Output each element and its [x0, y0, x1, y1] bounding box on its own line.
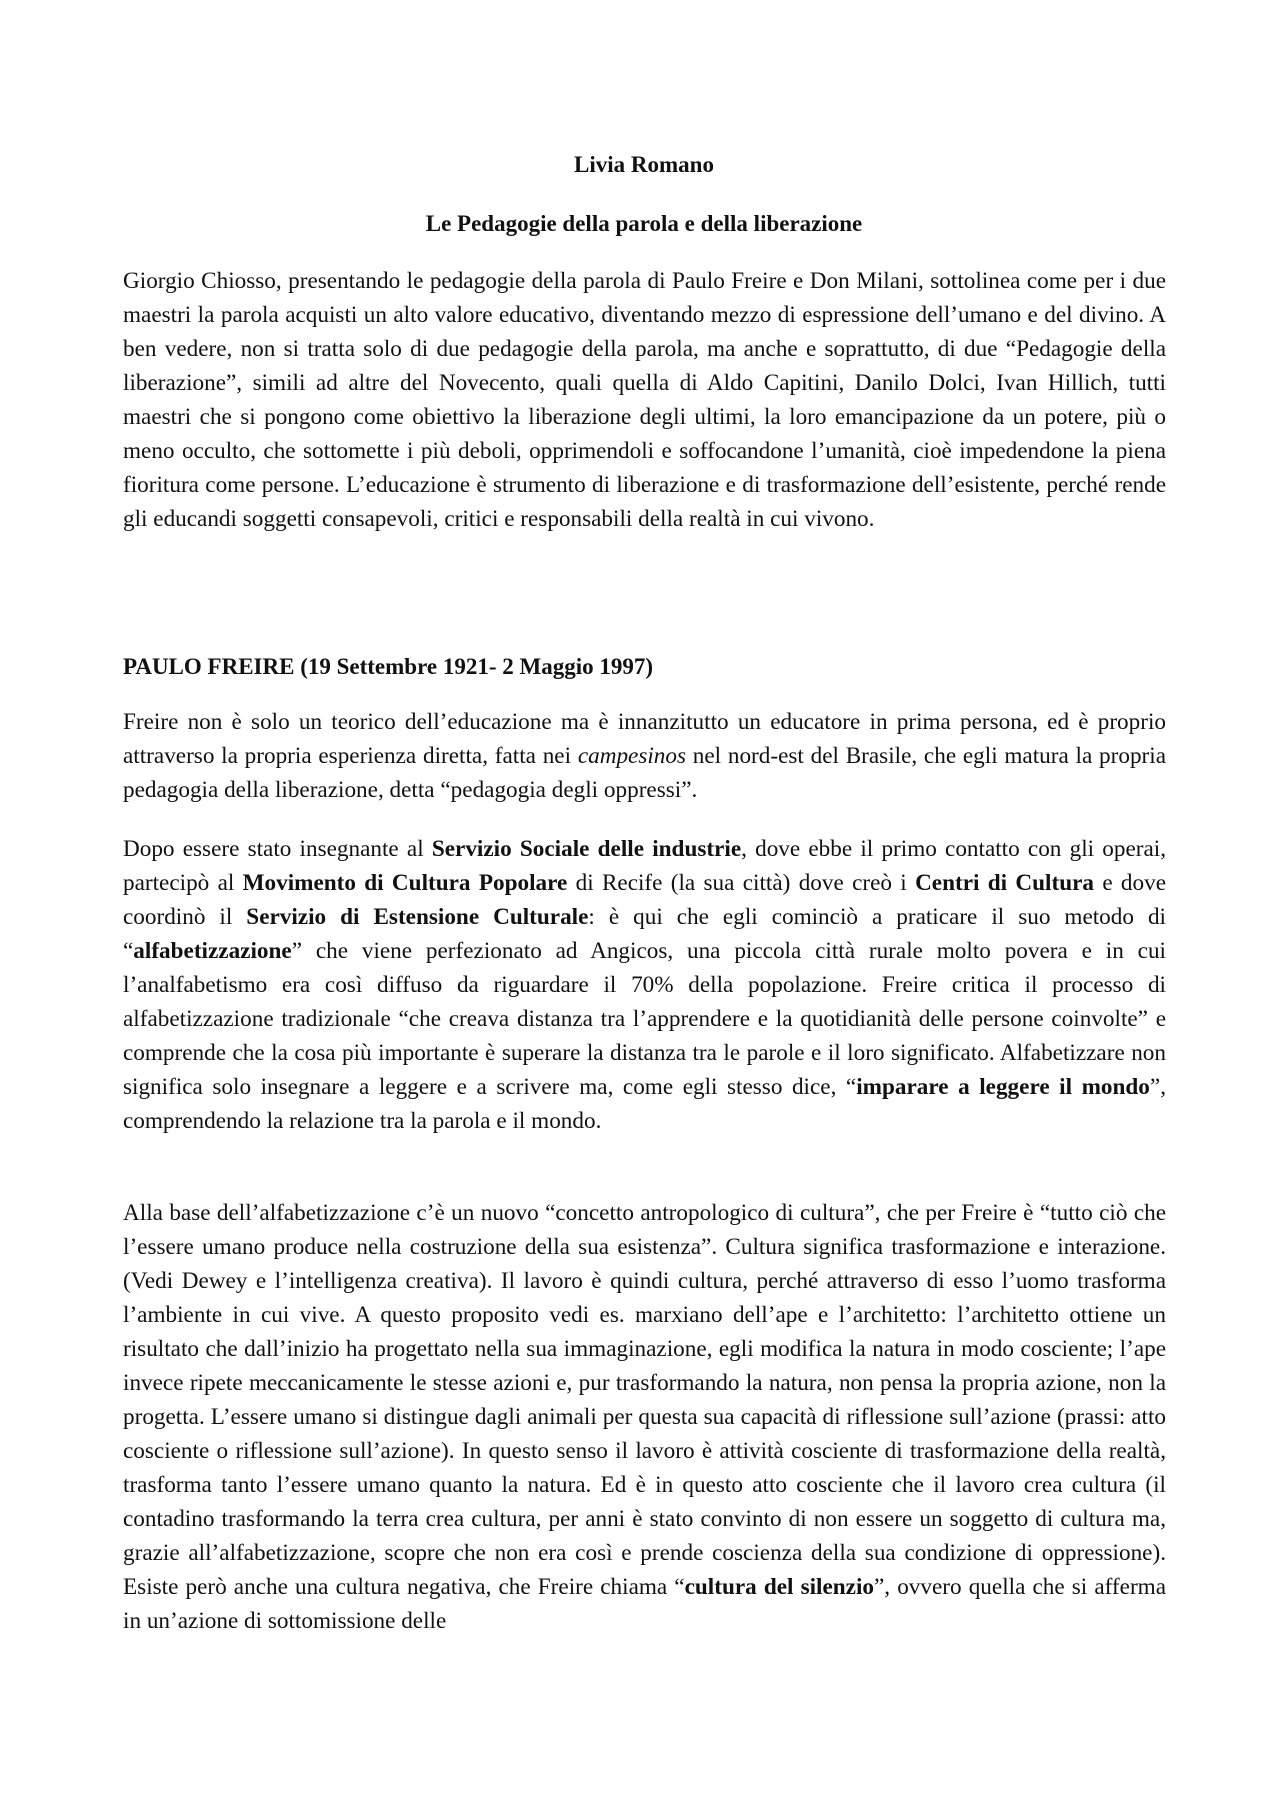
italic-term: campesinos — [577, 743, 687, 769]
document-title: Le Pedagogie della parola e della liberazione — [425, 211, 863, 236]
bold-term: Movimento di Cultura Popolare — [242, 870, 568, 896]
intro-paragraph: Giorgio Chiosso, presentando le pedagogie della parola di Paulo Freire e Don Milani, sottolinea come per i due maestri la parola acquisti un alto valore educativo, diventando mezzo di espressione dell’umano e del divino. A ben vedere, non si tratta solo di due pedagogie della parola, ma anche e soprattutto, di due “Pedagogie della liberazione”, simili ad altre del Novecento, quali quella di Aldo Capitini, Danilo Dolci, Ivan Hillich, tutti maestri che si pongono come obiettivo la liberazione degli ultimi, la loro emancipazione da un potere, più o meno occulto, che sottomette i più deboli, opprimendoli e soffocandone l’umanità, cioè impedendone la piena fioritura come persone. L’educazione è strumento di liberazione e di trasformazione dell’esistente, perché rende gli educandi soggetti consapevoli, critici e responsabili della realtà in cui vivono. — [123, 268, 1166, 532]
paragraph-freire-career: Dopo essere stato insegnante al Servizio Sociale delle industrie, dove ebbe il primo contatto con gli operai, partecipò al Movimento di Cultura Popolare di Recife (la sua città) dove creò i Centri di Cultura e dove coordinò il Servizio di Estensione Culturale: è qui che egli cominciò a praticare il suo metodo di “alfabetizzazione” che viene perfezionato ad Angicos, una piccola città rurale molto povera e in cui l’analfabetismo era così diffuso da riguardare il 70% della popolazione. Freire critica il processo di alfabetizzazione tradizionale “che creava distanza tra l’apprendere e la quotidianità delle persone coinvolte” e comprende che la cosa più importante è superare la distanza tra le parole e il loro significato. Alfabetizzare non significa solo insegnare a leggere e a scrivere ma, come egli stesso dice, “imparare a leggere il mondo”, comprendendo la relazione tra la parola e il mondo. — [123, 836, 1167, 1134]
paragraph-culture: Alla base dell’alfabetizzazione c’è un nuovo “concetto antropologico di cultura”, che per Freire è “tutto ciò che l’essere umano produce nella costruzione della sua esistenza”. Cultura significa trasformazione e interazione. (Vedi Dewey e l’intelligenza creativa). Il lavoro è quindi cultura, perché attraverso di esso l’uomo trasforma l’ambiente in cui vive. A questo proposito vedi es. marxiano dell’ape e l’architetto: l’architetto ottiene un risultato che dall’inizio ha progettato nella sua immaginazione, egli modifica la natura in modo cosciente; l’ape invece ripete meccanicamente le stesse azioni e, pur trasformando la natura, non pensa la propria azione, non la progetta. L’essere umano si distingue dagli animali per questa sua capacità di riflessione sull’azione (prassi: atto cosciente o riflessione sull’azione). In questo senso il lavoro è attività cosciente di trasformazione della realtà, trasforma tanto l’essere umano quanto la natura. Ed è in questo atto cosciente che il lavoro crea cultura (il contadino trasformando la terra crea cultura, per anni è stato convinto di non essere un soggetto di cultura ma, grazie all’alfabetizzazione, scopre che non era così e prende coscienza della sua condizione di oppressione). Esiste però anche una cultura negativa, che Freire chiama “cultura del silenzio”, ovvero quella che si afferma in un’azione di sottomissione delle — [123, 1200, 1166, 1634]
bold-term: Servizio di Estensione Culturale — [246, 904, 589, 930]
bold-term: imparare a leggere il mondo — [856, 1074, 1150, 1100]
bold-term: Centri di Cultura — [915, 870, 1095, 896]
bold-term: cultura del silenzio — [684, 1574, 875, 1600]
bold-term: Servizio Sociale delle industrie — [431, 836, 742, 862]
paragraph-freire-intro: Freire non è solo un teorico dell’educazione ma è innanzitutto un educatore in prima persona, ed è proprio attraverso la propria esperienza diretta, fatta nei campesinos nel nord-est del Brasile, che egli matura la propria pedagogia della liberazione, detta “pedagogia degli oppressi”. — [123, 709, 1166, 803]
section-heading: PAULO FREIRE (19 Settembre 1921- 2 Maggio 1997) — [123, 654, 653, 679]
author-name: Livia Romano — [574, 152, 714, 177]
bold-term: alfabetizzazione — [133, 938, 292, 964]
